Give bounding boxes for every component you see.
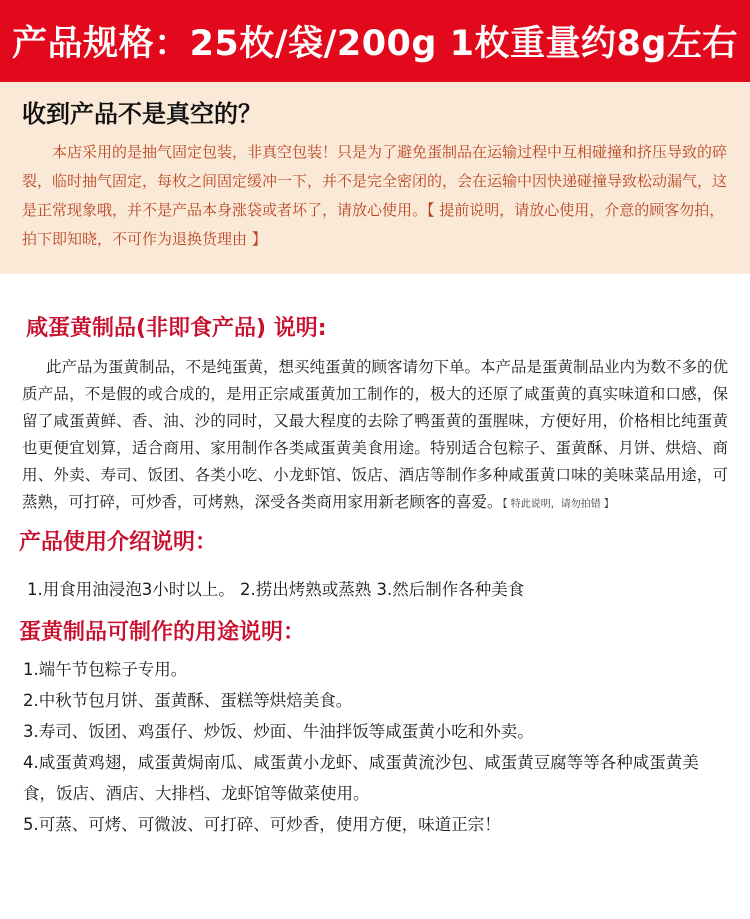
description-title: 咸蛋黄制品(非即食产品) 说明: (26, 316, 327, 341)
product-description-section (0, 274, 750, 518)
uses-title: 蛋黄制品可制作的用途说明： (19, 620, 306, 645)
list-item: 4.咸蛋黄鸡翅，咸蛋黄焗南瓜、咸蛋黄小龙虾、咸蛋黄流沙包、咸蛋黄豆腐等等各种咸蛋黄美食，饭店、酒店、大排档、龙虾馆等做菜使用。 (23, 753, 699, 803)
usage-section (0, 518, 750, 604)
spec-banner (0, 0, 750, 82)
list-item: 2.中秋节包月饼、蛋黄酥、蛋糕等烘焙美食。 (23, 691, 353, 710)
description-note: 【 特此说明，请勿拍错 】 (502, 499, 614, 510)
uses-section (0, 604, 750, 840)
uses-list (22, 654, 728, 840)
description-body (22, 354, 728, 518)
usage-steps: 1.用食用油浸泡3小时以上。 2.捞出烤熟或蒸熟 3.然后制作各种美食 (27, 580, 525, 599)
list-item: 1.端午节包粽子专用。 (23, 660, 188, 679)
spec-banner-text: 产品规格：25枚/袋/200g 1枚重量约8g左右 (12, 24, 738, 64)
notice-body: 本店采用的是抽气固定包装，非真空包装！只是为了避免蛋制品在运输过程中互相碰撞和挤压导致的碎裂，临时抽气固定，每枚之间固定缓冲一下，并不是完全密闭的，会在运输中因快递碰撞导致松动漏气，这是正常现象哦，并不是产品本身涨袋或者坏了，请放心使用。【 提前说明，请放心使用，介意的顾客勿拍，拍下即知晓，不可作为退换货理由 】 (22, 143, 728, 248)
notice-title: 收到产品不是真空的？ (22, 100, 262, 128)
vacuum-notice (0, 82, 750, 274)
usage-title: 产品使用介绍说明： (19, 530, 218, 555)
list-item: 5.可蒸、可烤、可微波、可打碎、可炒香，使用方便，味道正宗！ (23, 815, 501, 834)
description-text: 此产品为蛋黄制品，不是纯蛋黄，想买纯蛋黄的顾客请勿下单。本产品是蛋黄制品业内为数不多的优质产品，不是假的或合成的，是用正宗咸蛋黄加工制作的，极大的还原了咸蛋黄的真实味道和口感，保留了咸蛋黄鲜、香、油、沙的同时，又最大程度的去除了鸭蛋黄的蛋腥味，方便好用，价格相比纯蛋黄也更便宜划算，适合商用、家用制作各类咸蛋黄美食用途。特别适合包粽子、蛋黄酥、月饼、烘焙、商用、外卖、寿司、饭团、各类小吃、小龙虾馆、饭店、酒店等制作多种咸蛋黄口味的美味菜品用途，可蒸熟，可打碎，可炒香，可烤熟，深受各类商用家用新老顾客的喜爱。 (22, 358, 729, 511)
list-item: 3.寿司、饭团、鸡蛋仔、炒饭、炒面、牛油拌饭等咸蛋黄小吃和外卖。 (23, 722, 534, 741)
